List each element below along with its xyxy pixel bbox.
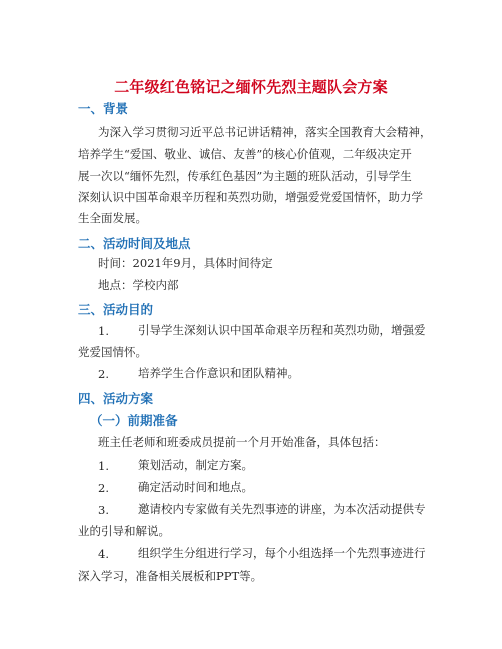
list-item-text: 策划活动，制定方案。 bbox=[138, 458, 253, 472]
list-item-number: 2. bbox=[98, 367, 109, 381]
activity-place: 地点：学校内部 bbox=[98, 278, 179, 292]
paragraph-line: 为深入学习贯彻习近平总书记讲话精神，落实全国教育大会精神， bbox=[98, 125, 432, 139]
list-item-number: 1. bbox=[98, 324, 109, 338]
subsection-heading-preparation: （一）前期准备 bbox=[90, 413, 178, 428]
list-item-text: 深入学习，准备相关展板和PPT等。 bbox=[78, 569, 263, 583]
paragraph-line: 班主任老师和班委成员提前一个月开始准备，具体包括： bbox=[98, 435, 386, 449]
paragraph-line: 深刻认识中国革命艰辛历程和英烈功勋，增强爱党爱国情怀，助力学 bbox=[78, 190, 423, 204]
section-heading-plan: 四、活动方案 bbox=[78, 391, 154, 406]
list-item-text: 引导学生深刻认识中国革命艰辛历程和英烈功勋，增强爱 bbox=[138, 323, 426, 337]
section-heading-time-place: 二、活动时间及地点 bbox=[78, 236, 191, 251]
activity-time: 时间：2021年9月，具体时间待定 bbox=[98, 256, 273, 270]
list-item-number: 4. bbox=[98, 547, 109, 561]
list-item-text: 邀请校内专家做有关先烈事迹的讲座，为本次活动提供专 bbox=[138, 502, 426, 516]
section-heading-background: 一、背景 bbox=[78, 101, 129, 116]
list-item-text: 确定活动时间和地点。 bbox=[138, 480, 253, 494]
paragraph-line: 生全面发展。 bbox=[78, 211, 147, 225]
list-item-number: 2. bbox=[98, 481, 109, 495]
document-title: 二年级红色铭记之缅怀先烈主题队会方案 bbox=[114, 78, 388, 96]
list-item-number: 3. bbox=[98, 503, 109, 517]
list-item-text: 培养学生合作意识和团队精神。 bbox=[138, 366, 299, 380]
paragraph-line: 培养学生“爱国、敬业、诚信、友善”的核心价值观，二年级决定开 bbox=[78, 147, 412, 161]
section-heading-goals: 三、活动目的 bbox=[78, 302, 154, 317]
list-item-text: 组织学生分组进行学习，每个小组选择一个先烈事迹进行 bbox=[138, 546, 426, 560]
list-item-number: 1. bbox=[98, 459, 109, 473]
list-item-text: 党爱国情怀。 bbox=[78, 345, 147, 359]
paragraph-line: 展一次以“缅怀先烈，传承红色基因”为主题的班队活动，引导学生 bbox=[78, 169, 412, 183]
list-item-text: 业的引导和解说。 bbox=[78, 524, 170, 538]
